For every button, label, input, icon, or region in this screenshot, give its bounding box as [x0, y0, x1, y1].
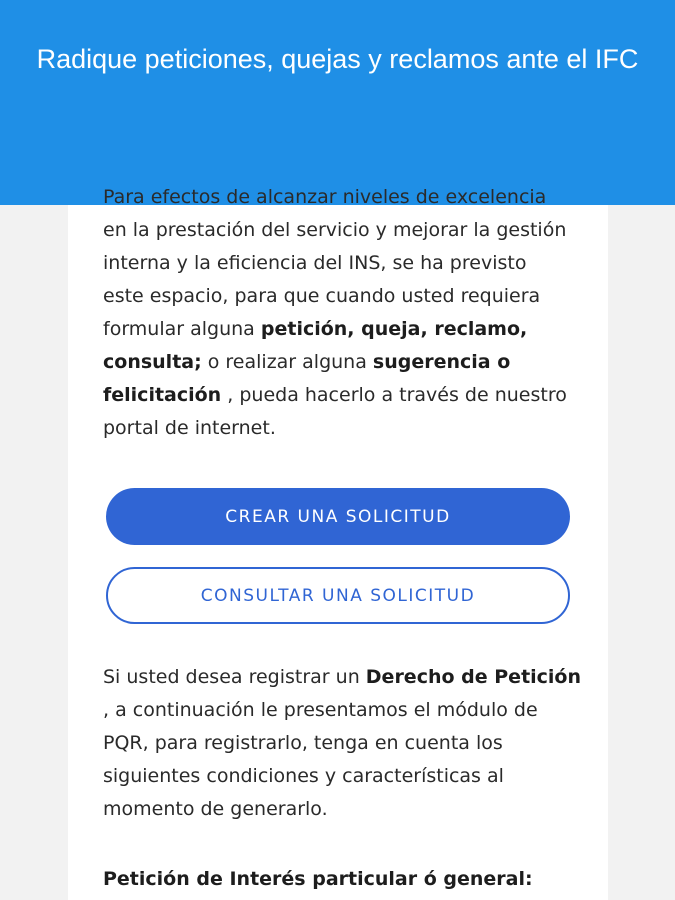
intro-bold-2: sugerencia o felicitación: [103, 351, 511, 406]
intro-text-1: Para efectos de alcanzar niveles de excelencia en la prestación del servicio y mejorar la gestión interna y la eficiencia del INS, se ha previsto este espacio, para que cuando usted requiera formular alguna: [103, 186, 567, 340]
banner: [0, 0, 675, 205]
intro-text-2: o realizar alguna: [201, 351, 373, 373]
intro-bold-1: petición, queja, reclamo, consulta;: [103, 318, 528, 373]
intro-text-3: , pueda hacerlo a través de nuestro portal de internet.: [103, 384, 567, 439]
petition-subheading: Petición de Interés particular ó general:: [103, 868, 533, 890]
content-card: [68, 186, 608, 900]
intro-paragraph: [103, 181, 573, 445]
consult-request-button[interactable]: CONSULTAR UNA SOLICITUD: [106, 567, 570, 624]
create-request-button[interactable]: CREAR UNA SOLICITUD: [106, 488, 570, 545]
petition-paragraph: [103, 661, 583, 826]
petition-text-2: , a continuación le presentamos el módulo de PQR, para registrarlo, tenga en cuenta los siguientes condiciones y características al momento de generarlo.: [103, 699, 538, 820]
banner-title: Radique peticiones, quejas y reclamos ante el IFC: [36, 44, 639, 74]
intro-section: [103, 181, 573, 445]
petition-text-1: Si usted desea registrar un: [103, 666, 366, 688]
petition-bold-1: Derecho de Petición: [365, 666, 582, 688]
app-screenshot: [0, 186, 675, 900]
